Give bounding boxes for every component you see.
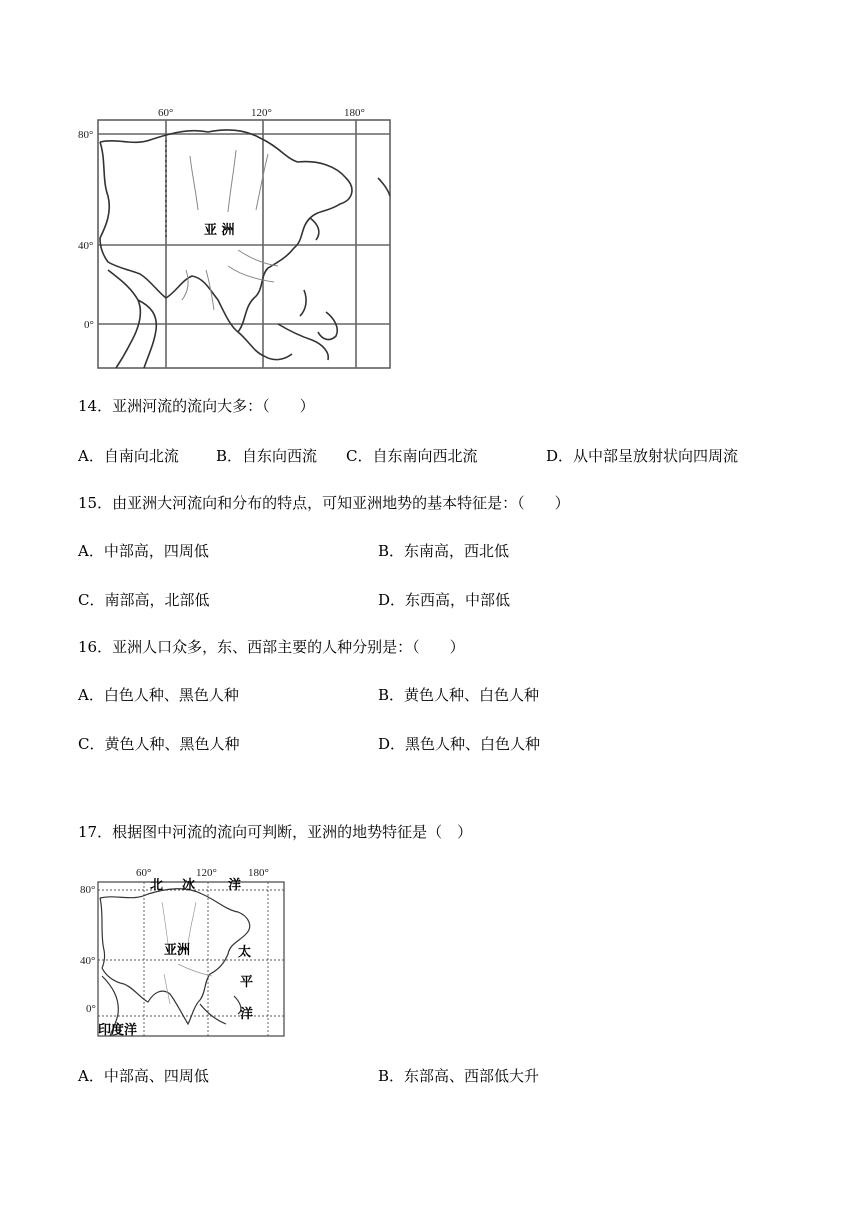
q17-stem: 17．根据图中河流的流向可判断，亚洲的地势特征是（ ） [78, 823, 473, 841]
lat-label-40: 40° [78, 240, 94, 252]
asia-map-2-svg [78, 864, 288, 1040]
q16-option-d[interactable]: D．黑色人种、白色人种 [378, 735, 541, 753]
map2-label-bing: 冰 [182, 878, 196, 893]
map2-lat-label-0: 0° [86, 1003, 96, 1015]
q14-option-a[interactable]: A．自南向北流 [78, 447, 179, 465]
map2-lon-label-120: 120° [196, 867, 217, 879]
map2-lon-label-180: 180° [248, 867, 269, 879]
lon-label-180: 180° [344, 107, 365, 119]
q16-stem: 16．亚洲人口众多，东、西部主要的人种分别是：（ ） [78, 638, 465, 656]
map2-label-asia: 亚洲 [164, 943, 191, 958]
lat-label-0: 0° [84, 319, 94, 331]
map2-lon-label-60: 60° [136, 867, 152, 879]
map2-label-bei: 北 [150, 878, 164, 893]
lon-label-60: 60° [158, 107, 174, 119]
q14-stem: 14．亚洲河流的流向大多：（ ） [78, 397, 315, 415]
map2-label-yang-north: 洋 [228, 878, 242, 893]
map2-label-indian-ocean: 印度洋 [98, 1023, 138, 1038]
q14-option-c[interactable]: C．自东南向西北流 [346, 447, 478, 465]
q16-option-c[interactable]: C．黄色人种、黑色人种 [78, 735, 240, 753]
asia-map-1 [78, 100, 398, 372]
q14-option-d[interactable]: D．从中部呈放射状向四周流 [546, 447, 739, 465]
q15-option-c[interactable]: C．南部高，北部低 [78, 591, 210, 609]
map2-label-yang-pacific: 洋 [240, 1007, 254, 1022]
q17-option-a[interactable]: A．中部高、四周低 [78, 1067, 209, 1085]
lat-label-80: 80° [78, 129, 94, 141]
asia-map-1-svg [78, 100, 398, 372]
map2-lat-label-80: 80° [80, 884, 96, 896]
q15-stem: 15．由亚洲大河流向和分布的特点，可知亚洲地势的基本特征是：（ ） [78, 494, 570, 512]
q16-option-b[interactable]: B．黄色人种、白色人种 [378, 686, 540, 704]
q15-option-a[interactable]: A．中部高，四周低 [78, 542, 209, 560]
q15-option-b[interactable]: B．东南高，西北低 [378, 542, 510, 560]
q17-option-b[interactable]: B．东部高、西部低大升 [378, 1067, 540, 1085]
map2-label-tai: 太 [238, 945, 252, 960]
lon-label-120: 120° [251, 107, 272, 119]
q16-option-a[interactable]: A．白色人种、黑色人种 [78, 686, 239, 704]
map2-label-ping: 平 [240, 975, 254, 990]
map2-lat-label-40: 40° [80, 955, 96, 967]
q15-option-d[interactable]: D．东西高，中部低 [378, 591, 511, 609]
q14-option-b[interactable]: B．自东向西流 [216, 447, 318, 465]
asia-label: 亚 洲 [204, 223, 235, 238]
asia-map-2 [78, 864, 288, 1040]
